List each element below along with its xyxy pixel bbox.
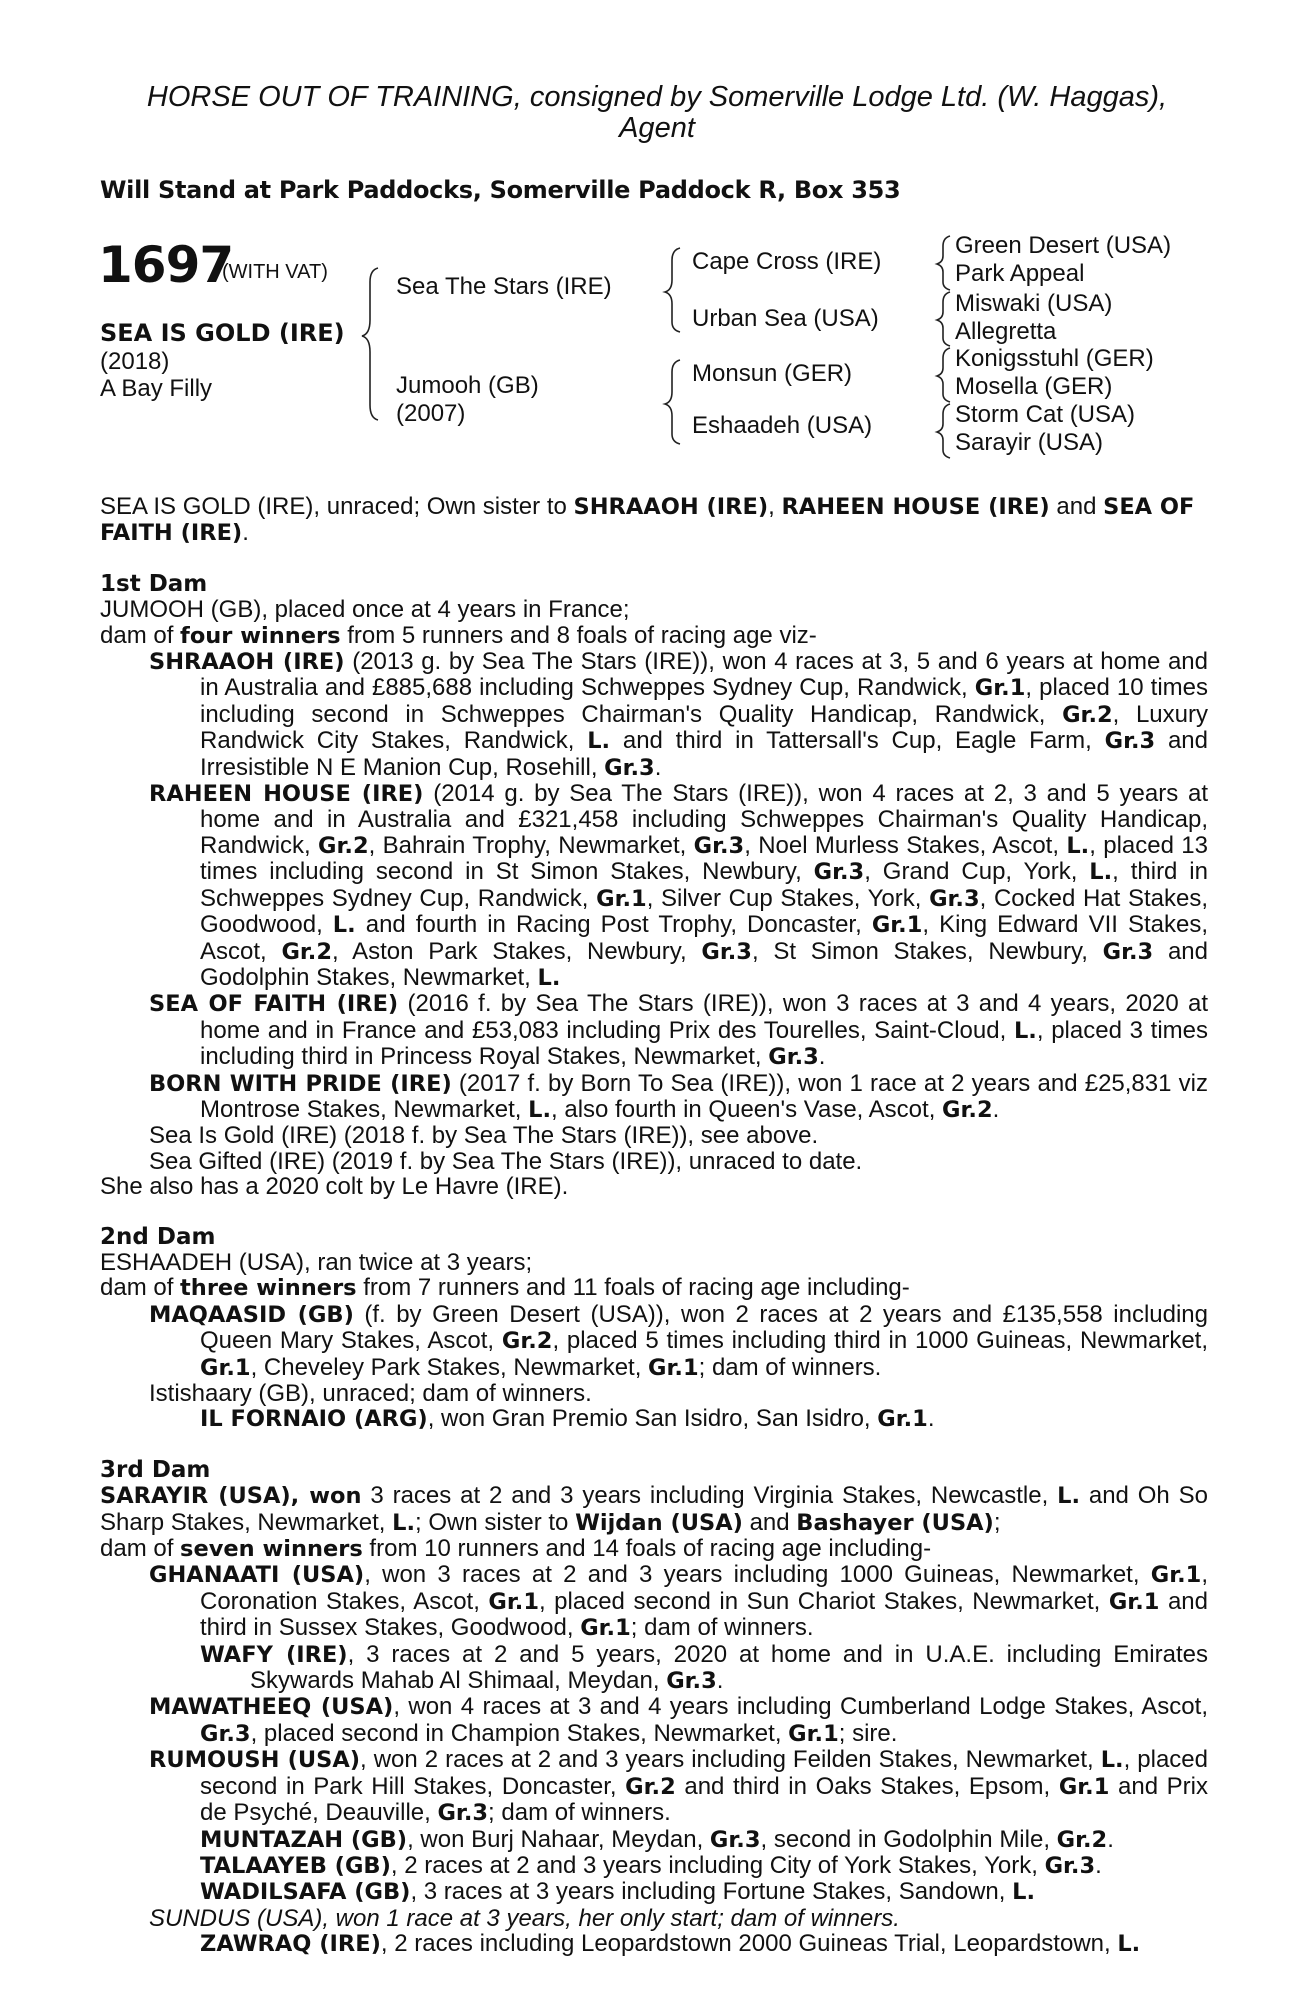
- brace-main: [362, 268, 378, 420]
- pedigree-dam-dam: Eshaadeh (USA): [692, 412, 873, 439]
- pedigree-sdd: Allegretta: [955, 318, 1057, 345]
- pedigree-dam-year: (2007): [396, 400, 466, 427]
- progeny-il-fornaio: IL FORNAIO (ARG), won Gran Premio San Isidro, San Isidro, Gr.1.: [200, 1405, 935, 1433]
- brace-sd: [937, 292, 950, 346]
- first-dam-heading: 1st Dam: [100, 570, 208, 597]
- progeny-maqaasid: MAQAASID (GB) (f. by Green Desert (USA)), won 2 races at 2 years and £135,558 including Queen Mary Stakes, Ascot, Gr.2, placed 5 times including third in 1000 Guineas, Newmarket, Gr.1, Cheveley Park Stakes, Newmarket, Gr.1; dam of winners.: [149, 1300, 1209, 1381]
- brace-ds: [937, 348, 950, 402]
- progeny-born-with-pride: BORN WITH PRIDE (IRE) (2017 f. by Born To Sea (IRE)), won 1 race at 2 years and £25,831 viz Montrose Stakes, Newmarket, L., also fourth in Queen's Vase, Ascot, Gr.2.: [149, 1069, 1208, 1123]
- brace-sire: [665, 248, 680, 332]
- brace-dam: [665, 360, 680, 444]
- lot-number: 1697: [98, 236, 234, 294]
- catalogue-body: [100, 494, 1208, 1958]
- consignment-line-2: Agent: [619, 112, 695, 144]
- progeny-zawraq: ZAWRAQ (IRE), 2 races including Leopardstown 2000 Guineas Trial, Leopardstown, L.: [200, 1930, 1141, 1958]
- pedigree-sss: Green Desert (USA): [955, 232, 1172, 259]
- progeny-sea-of-faith: SEA OF FAITH (IRE) (2016 f. by Sea The Stars (IRE)), won 3 races at 3 and 4 years, 2020 at home and in France and £53,083 including Prix des Tourelles, Saint-Cloud, L., placed 3 times including third in Princess Royal Stakes, Newmarket, Gr.3.: [149, 990, 1209, 1071]
- pedigree-dam-sire: Monsun (GER): [692, 360, 853, 387]
- pedigree-sire-sire: Cape Cross (IRE): [692, 248, 882, 275]
- progeny-ghanaati: GHANAATI (USA), won 3 races at 2 and 3 years including 1000 Guineas, Newmarket, Gr.1, Coronation Stakes, Ascot, Gr.1, placed second in Sun Chariot Stakes, Newmarket, Gr.1 and third in Sussex Stakes, Goodwood, Gr.1; dam of winners.: [149, 1561, 1208, 1642]
- progeny-wadilsafa: WADILSAFA (GB), 3 races at 3 years including Fortune Stakes, Sandown, L.: [200, 1878, 1036, 1906]
- pedigree-ssd: Park Appeal: [955, 260, 1085, 287]
- third-dam-sarayir: SARAYIR (USA), won 3 races at 2 and 3 years including Virginia Stakes, Newcastle, L. and Oh So Sharp Stakes, Newmarket, L.; Own sister to Wijdan (USA) and Bashayer (USA);: [100, 1482, 1209, 1536]
- progeny-mawatheeq: MAWATHEEQ (USA), won 4 races at 3 and 4 years including Cumberland Lodge Stakes, Ascot, Gr.3, placed second in Champion Stakes, Newmarket, Gr.1; sire.: [149, 1693, 1208, 1747]
- pedigree-dsd: Mosella (GER): [955, 373, 1113, 400]
- brace-dd: [937, 404, 950, 458]
- third-dam-heading: 3rd Dam: [100, 1456, 211, 1483]
- first-dam-produce: dam of four winners from 5 runners and 8 foals of racing age viz-: [100, 621, 817, 649]
- second-dam-heading: 2nd Dam: [100, 1223, 216, 1250]
- second-dam-produce: dam of three winners from 7 runners and 11 foals of racing age including-: [100, 1274, 910, 1302]
- pedigree-dam: Jumooh (GB): [396, 372, 539, 399]
- progeny-sea-gifted: Sea Gifted (IRE) (2019 f. by Sea The Stars (IRE)), unraced to date.: [149, 1147, 863, 1175]
- progeny-sundus: SUNDUS (USA), won 1 race at 3 years, her only start; dam of winners.: [149, 1904, 900, 1932]
- stand-location: Will Stand at Park Paddocks, Somerville Paddock R, Box 353: [100, 176, 901, 204]
- progeny-2020-colt: She also has a 2020 colt by Le Havre (IRE).: [100, 1173, 569, 1201]
- first-dam-line: JUMOOH (GB), placed once at 4 years in France;: [100, 596, 630, 624]
- vat-note: (WITH VAT): [222, 261, 328, 283]
- pedigree-ddd: Sarayir (USA): [955, 429, 1104, 456]
- brace-ss: [937, 236, 950, 290]
- progeny-shraaoh: SHRAAOH (IRE) (2013 g. by Sea The Stars (IRE)), won 4 races at 3, 5 and 6 years at home and in Australia and £885,688 including Schweppes Sydney Cup, Randwick, Gr.1, placed 10 times including second in Schweppes Chairman's Quality Handicap, Randwick, Gr.2, Luxury Randwick City Stakes, Randwick, L. and third in Tattersall's Cup, Eagle Farm, Gr.3 and Irresistible N E Manion Cup, Rosehill, Gr.3.: [149, 648, 1209, 781]
- horse-year: (2018): [100, 348, 170, 375]
- progeny-sea-is-gold: Sea Is Gold (IRE) (2018 f. by Sea The Stars (IRE)), see above.: [149, 1122, 819, 1150]
- third-dam-produce: dam of seven winners from 10 runners and 14 foals of racing age including-: [100, 1535, 932, 1563]
- progeny-wafy: WAFY (IRE), 3 races at 2 and 5 years, 2020 at home and in U.A.E. including Emirates Skywards Mahab Al Shimaal, Meydan, Gr.3.: [200, 1640, 1208, 1695]
- intro-paragraph: SEA IS GOLD (IRE), unraced; Own sister to SHRAAOH (IRE), RAHEEN HOUSE (IRE) and SEA OF FAITH (IRE).: [100, 493, 1195, 547]
- progeny-rumoush: RUMOUSH (USA), won 2 races at 2 and 3 years including Feilden Stakes, Newmarket, L., placed second in Park Hill Stakes, Doncaster, Gr.2 and third in Oaks Stakes, Epsom, Gr.1 and Prix de Psyché, Deauville, Gr.3; dam of winners.: [149, 1746, 1208, 1827]
- pedigree-dss: Konigsstuhl (GER): [955, 345, 1154, 372]
- pedigree-sire: Sea The Stars (IRE): [396, 273, 612, 300]
- progeny-istishaary: Istishaary (GB), unraced; dam of winners.: [149, 1380, 592, 1407]
- second-dam-line: ESHAADEH (USA), ran twice at 3 years;: [100, 1248, 533, 1276]
- progeny-muntazah: MUNTAZAH (GB), won Burj Nahaar, Meydan, Gr.3, second in Godolphin Mile, Gr.2.: [200, 1825, 1114, 1853]
- progeny-raheen-house: RAHEEN HOUSE (IRE) (2014 g. by Sea The Stars (IRE)), won 4 races at 2, 3 and 5 years at home and in Australia and £321,458 including Schweppes Chairman's Quality Handicap, Randwick, Gr.2, Bahrain Trophy, Newmarket, Gr.3, Noel Murless Stakes, Ascot, L., placed 13 times including second in St Simon Stakes, Newbury, Gr.3, Grand Cup, York, L., third in Schweppes Sydney Cup, Randwick, Gr.1, Silver Cup Stakes, York, Gr.3, Cocked Hat Stakes, Goodwood, L. and fourth in Racing Post Trophy, Doncaster, Gr.1, King Edward VII Stakes, Ascot, Gr.2, Aston Park Stakes, Newbury, Gr.3, St Simon Stakes, Newbury, Gr.3 and Godolphin Stakes, Newmarket, L.: [149, 780, 1209, 991]
- progeny-talaayeb: TALAAYEB (GB), 2 races at 2 and 3 years including City of York Stakes, York, Gr.3.: [200, 1851, 1102, 1879]
- consignment-line-1: HORSE OUT OF TRAINING, consigned by Somerville Lodge Ltd. (W. Haggas),: [146, 81, 1168, 113]
- horse-name: SEA IS GOLD (IRE): [100, 319, 345, 347]
- pedigree-sds: Miswaki (USA): [955, 290, 1113, 317]
- horse-description: A Bay Filly: [100, 375, 213, 402]
- pedigree-dds: Storm Cat (USA): [955, 401, 1136, 428]
- pedigree-sire-dam: Urban Sea (USA): [692, 305, 879, 332]
